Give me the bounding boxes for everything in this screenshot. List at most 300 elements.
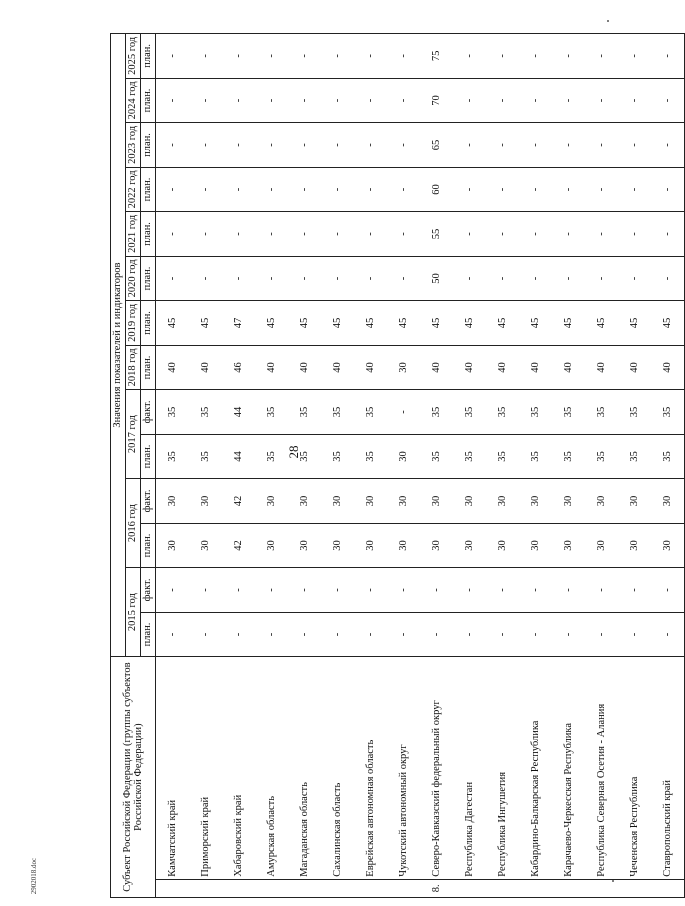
value-cell: - bbox=[255, 568, 288, 613]
value-cell: - bbox=[288, 568, 321, 613]
value-cell: 35 bbox=[486, 434, 519, 479]
plan-fact-header: факт. bbox=[141, 568, 156, 613]
year-header: 2019 год bbox=[126, 301, 141, 346]
value-cell: - bbox=[354, 256, 387, 301]
value-cell: - bbox=[651, 568, 685, 613]
value-cell: - bbox=[552, 612, 585, 657]
value-cell: - bbox=[288, 612, 321, 657]
value-cell: - bbox=[651, 34, 685, 79]
value-cell: 35 bbox=[651, 434, 685, 479]
footer-filename: 2902018.doc bbox=[30, 857, 38, 895]
value-cell: - bbox=[156, 612, 190, 657]
region-name: Приморский край bbox=[189, 657, 222, 880]
value-cell: - bbox=[156, 78, 190, 123]
value-cell: - bbox=[387, 568, 420, 613]
subject-header: Субъект Российской Федерации (группы субъектов Российской Федерации) bbox=[111, 657, 156, 898]
table-row bbox=[486, 34, 519, 898]
value-cell: 30 bbox=[156, 479, 190, 524]
values-title-header: Значения показателей и индикаторов bbox=[111, 34, 126, 657]
value-cell: 30 bbox=[321, 523, 354, 568]
value-cell: 40 bbox=[552, 345, 585, 390]
year-header: 2025 год bbox=[126, 34, 141, 79]
value-cell: 30 bbox=[519, 523, 552, 568]
value-cell: 44 bbox=[222, 434, 255, 479]
value-cell: 40 bbox=[288, 345, 321, 390]
value-cell: - bbox=[651, 212, 685, 257]
value-cell: - bbox=[651, 167, 685, 212]
table-row bbox=[618, 34, 651, 898]
value-cell: - bbox=[321, 167, 354, 212]
value-cell: - bbox=[519, 78, 552, 123]
region-name: Республика Северная Осетия - Алания bbox=[585, 657, 618, 880]
value-cell: - bbox=[387, 78, 420, 123]
value-cell: - bbox=[552, 78, 585, 123]
value-cell: - bbox=[288, 34, 321, 79]
value-cell: 30 bbox=[651, 523, 685, 568]
value-cell: 45 bbox=[585, 301, 618, 346]
value-cell: 40 bbox=[585, 345, 618, 390]
table-row bbox=[453, 34, 486, 898]
value-cell: - bbox=[354, 78, 387, 123]
value-cell: 44 bbox=[222, 390, 255, 435]
value-cell: - bbox=[486, 612, 519, 657]
value-cell: - bbox=[288, 256, 321, 301]
value-cell: - bbox=[321, 78, 354, 123]
value-cell: - bbox=[387, 612, 420, 657]
value-cell: - bbox=[321, 612, 354, 657]
value-cell: 30 bbox=[618, 479, 651, 524]
value-cell: - bbox=[585, 612, 618, 657]
value-cell: - bbox=[156, 123, 190, 168]
value-cell: 75 bbox=[420, 34, 453, 79]
region-name: Сахалинская область bbox=[321, 657, 354, 880]
value-cell: - bbox=[552, 34, 585, 79]
value-cell: 30 bbox=[453, 479, 486, 524]
value-cell: - bbox=[387, 390, 420, 435]
year-header: 2016 год bbox=[126, 479, 141, 568]
plan-fact-header: факт. bbox=[141, 479, 156, 524]
value-cell: - bbox=[222, 123, 255, 168]
value-cell: - bbox=[255, 612, 288, 657]
value-cell: - bbox=[288, 167, 321, 212]
value-cell: - bbox=[189, 568, 222, 613]
value-cell: - bbox=[387, 167, 420, 212]
table-header bbox=[111, 34, 156, 898]
value-cell: 55 bbox=[420, 212, 453, 257]
value-cell: - bbox=[222, 167, 255, 212]
value-cell: 40 bbox=[519, 345, 552, 390]
value-cell: - bbox=[288, 212, 321, 257]
value-cell: - bbox=[222, 568, 255, 613]
value-cell: - bbox=[486, 123, 519, 168]
value-cell: 30 bbox=[552, 479, 585, 524]
region-name: Кабардино-Балкарская Республика bbox=[519, 657, 552, 880]
value-cell: 35 bbox=[420, 434, 453, 479]
scan-speck bbox=[607, 20, 609, 22]
value-cell: - bbox=[255, 256, 288, 301]
value-cell: 40 bbox=[651, 345, 685, 390]
value-cell: - bbox=[288, 123, 321, 168]
value-cell: 30 bbox=[354, 479, 387, 524]
table-row bbox=[288, 34, 321, 898]
value-cell: 45 bbox=[519, 301, 552, 346]
region-name: Республика Ингушетия bbox=[486, 657, 519, 880]
table-row bbox=[552, 34, 585, 898]
value-cell: 30 bbox=[255, 523, 288, 568]
value-cell: - bbox=[189, 167, 222, 212]
value-cell: 40 bbox=[321, 345, 354, 390]
value-cell: 40 bbox=[420, 345, 453, 390]
value-cell: - bbox=[453, 256, 486, 301]
value-cell: - bbox=[354, 34, 387, 79]
table-row bbox=[651, 34, 685, 898]
year-header: 2015 год bbox=[126, 568, 141, 657]
value-cell: 45 bbox=[255, 301, 288, 346]
value-cell: - bbox=[585, 78, 618, 123]
value-cell: - bbox=[585, 568, 618, 613]
value-cell: - bbox=[156, 568, 190, 613]
value-cell: 30 bbox=[189, 479, 222, 524]
value-cell: 30 bbox=[585, 479, 618, 524]
value-cell: 30 bbox=[552, 523, 585, 568]
value-cell: - bbox=[189, 123, 222, 168]
value-cell: - bbox=[486, 167, 519, 212]
value-cell: 35 bbox=[552, 390, 585, 435]
plan-fact-header: план. bbox=[141, 212, 156, 257]
value-cell: - bbox=[354, 568, 387, 613]
value-cell: 30 bbox=[387, 434, 420, 479]
table-row bbox=[585, 34, 618, 898]
value-cell: 30 bbox=[486, 479, 519, 524]
region-name: Магаданская область bbox=[288, 657, 321, 880]
value-cell: 45 bbox=[618, 301, 651, 346]
row-number bbox=[618, 879, 651, 897]
value-cell: - bbox=[453, 568, 486, 613]
value-cell: - bbox=[453, 212, 486, 257]
value-cell: - bbox=[552, 167, 585, 212]
value-cell: - bbox=[486, 78, 519, 123]
value-cell: 45 bbox=[156, 301, 190, 346]
value-cell: 45 bbox=[321, 301, 354, 346]
region-name: Северо-Кавказский федеральный округ bbox=[420, 657, 453, 880]
plan-fact-header: план. bbox=[141, 301, 156, 346]
value-cell: 30 bbox=[189, 523, 222, 568]
value-cell: - bbox=[354, 167, 387, 212]
value-cell: 45 bbox=[189, 301, 222, 346]
row-number bbox=[354, 879, 387, 897]
plan-fact-header: план. bbox=[141, 123, 156, 168]
value-cell: 30 bbox=[255, 479, 288, 524]
value-cell: 47 bbox=[222, 301, 255, 346]
value-cell: - bbox=[189, 34, 222, 79]
value-cell: - bbox=[321, 212, 354, 257]
rotated-table-container bbox=[110, 33, 673, 898]
row-number bbox=[321, 879, 354, 897]
value-cell: 70 bbox=[420, 78, 453, 123]
value-cell: 40 bbox=[156, 345, 190, 390]
value-cell: 30 bbox=[387, 479, 420, 524]
value-cell: - bbox=[585, 123, 618, 168]
row-number bbox=[387, 879, 420, 897]
value-cell: - bbox=[585, 256, 618, 301]
value-cell: 45 bbox=[453, 301, 486, 346]
value-cell: - bbox=[255, 167, 288, 212]
region-name: Чукотский автономный округ bbox=[387, 657, 420, 880]
value-cell: - bbox=[156, 256, 190, 301]
value-cell: - bbox=[189, 256, 222, 301]
value-cell: 30 bbox=[618, 523, 651, 568]
page-number: 28 bbox=[286, 445, 301, 459]
value-cell: - bbox=[354, 123, 387, 168]
value-cell: - bbox=[321, 123, 354, 168]
value-cell: 30 bbox=[156, 523, 190, 568]
plan-fact-header: план. bbox=[141, 78, 156, 123]
region-name: Хабаровский край bbox=[222, 657, 255, 880]
value-cell: - bbox=[222, 78, 255, 123]
value-cell: - bbox=[321, 568, 354, 613]
value-cell: 35 bbox=[354, 434, 387, 479]
value-cell: - bbox=[618, 568, 651, 613]
value-cell: - bbox=[585, 212, 618, 257]
value-cell: 30 bbox=[387, 345, 420, 390]
region-name: Амурская область bbox=[255, 657, 288, 880]
value-cell: 30 bbox=[354, 523, 387, 568]
value-cell: - bbox=[519, 34, 552, 79]
value-cell: 35 bbox=[618, 390, 651, 435]
value-cell: 40 bbox=[189, 345, 222, 390]
value-cell: - bbox=[618, 256, 651, 301]
plan-fact-header: план. bbox=[141, 612, 156, 657]
value-cell: - bbox=[486, 212, 519, 257]
value-cell: 30 bbox=[288, 479, 321, 524]
value-cell: 60 bbox=[420, 167, 453, 212]
value-cell: - bbox=[519, 123, 552, 168]
table-row bbox=[354, 34, 387, 898]
table-row bbox=[189, 34, 222, 898]
value-cell: - bbox=[651, 123, 685, 168]
row-number bbox=[651, 879, 685, 897]
row-number: 8. bbox=[420, 879, 453, 897]
plan-fact-header: факт. bbox=[141, 390, 156, 435]
value-cell: 30 bbox=[585, 523, 618, 568]
row-number bbox=[156, 879, 190, 897]
value-cell: - bbox=[387, 34, 420, 79]
value-cell: - bbox=[618, 78, 651, 123]
plan-fact-header: план. bbox=[141, 434, 156, 479]
value-cell: 35 bbox=[651, 390, 685, 435]
value-cell: 35 bbox=[156, 434, 190, 479]
row-number bbox=[288, 879, 321, 897]
value-cell: - bbox=[453, 167, 486, 212]
value-cell: 46 bbox=[222, 345, 255, 390]
table-row bbox=[255, 34, 288, 898]
value-cell: 35 bbox=[156, 390, 190, 435]
row-number bbox=[189, 879, 222, 897]
value-cell: - bbox=[453, 612, 486, 657]
value-cell: - bbox=[387, 256, 420, 301]
plan-fact-header: план. bbox=[141, 256, 156, 301]
value-cell: 30 bbox=[651, 479, 685, 524]
value-cell: 30 bbox=[453, 523, 486, 568]
value-cell: - bbox=[288, 78, 321, 123]
value-cell: 30 bbox=[288, 523, 321, 568]
value-cell: - bbox=[321, 256, 354, 301]
value-cell: 30 bbox=[321, 479, 354, 524]
value-cell: 35 bbox=[486, 390, 519, 435]
indicator-table bbox=[110, 33, 685, 898]
value-cell: - bbox=[519, 612, 552, 657]
value-cell: - bbox=[651, 612, 685, 657]
value-cell: - bbox=[222, 34, 255, 79]
value-cell: 35 bbox=[255, 390, 288, 435]
value-cell: 35 bbox=[585, 434, 618, 479]
value-cell: - bbox=[486, 34, 519, 79]
value-cell: - bbox=[585, 34, 618, 79]
value-cell: - bbox=[453, 78, 486, 123]
value-cell: 35 bbox=[288, 434, 321, 479]
value-cell: 35 bbox=[288, 390, 321, 435]
table-body bbox=[156, 34, 685, 898]
row-number bbox=[519, 879, 552, 897]
year-header: 2022 год bbox=[126, 167, 141, 212]
value-cell: 45 bbox=[651, 301, 685, 346]
table-row bbox=[321, 34, 354, 898]
value-cell: - bbox=[222, 256, 255, 301]
row-number bbox=[486, 879, 519, 897]
value-cell: 40 bbox=[354, 345, 387, 390]
scan-speck bbox=[612, 880, 614, 882]
value-cell: 35 bbox=[189, 434, 222, 479]
value-cell: - bbox=[519, 212, 552, 257]
region-name: Чеченская Республика bbox=[618, 657, 651, 880]
value-cell: 35 bbox=[552, 434, 585, 479]
value-cell: - bbox=[486, 568, 519, 613]
value-cell: 45 bbox=[420, 301, 453, 346]
value-cell: - bbox=[222, 212, 255, 257]
value-cell: - bbox=[222, 612, 255, 657]
value-cell: - bbox=[519, 568, 552, 613]
table-row bbox=[519, 34, 552, 898]
row-number bbox=[255, 879, 288, 897]
value-cell: - bbox=[552, 212, 585, 257]
value-cell: - bbox=[585, 167, 618, 212]
plan-fact-header: план. bbox=[141, 167, 156, 212]
value-cell: - bbox=[156, 167, 190, 212]
value-cell: - bbox=[255, 123, 288, 168]
value-cell: - bbox=[618, 34, 651, 79]
value-cell: - bbox=[420, 568, 453, 613]
value-cell: 35 bbox=[585, 390, 618, 435]
value-cell: - bbox=[453, 34, 486, 79]
table-row bbox=[420, 34, 453, 898]
value-cell: 40 bbox=[255, 345, 288, 390]
value-cell: 42 bbox=[222, 479, 255, 524]
value-cell: - bbox=[519, 167, 552, 212]
value-cell: - bbox=[156, 212, 190, 257]
value-cell: 40 bbox=[618, 345, 651, 390]
value-cell: - bbox=[255, 78, 288, 123]
value-cell: 45 bbox=[288, 301, 321, 346]
plan-fact-header: план. bbox=[141, 523, 156, 568]
value-cell: 35 bbox=[189, 390, 222, 435]
value-cell: - bbox=[618, 123, 651, 168]
value-cell: - bbox=[651, 78, 685, 123]
value-cell: 35 bbox=[519, 434, 552, 479]
value-cell: 30 bbox=[519, 479, 552, 524]
value-cell: - bbox=[552, 256, 585, 301]
year-header: 2018 год bbox=[126, 345, 141, 390]
value-cell: 50 bbox=[420, 256, 453, 301]
value-cell: - bbox=[189, 612, 222, 657]
value-cell: 45 bbox=[486, 301, 519, 346]
value-cell: 45 bbox=[354, 301, 387, 346]
table-row bbox=[222, 34, 255, 898]
value-cell: 35 bbox=[453, 434, 486, 479]
value-cell: 30 bbox=[387, 523, 420, 568]
value-cell: - bbox=[651, 256, 685, 301]
value-cell: - bbox=[387, 212, 420, 257]
value-cell: - bbox=[552, 568, 585, 613]
value-cell: - bbox=[189, 78, 222, 123]
value-cell: - bbox=[255, 34, 288, 79]
value-cell: - bbox=[618, 612, 651, 657]
value-cell: 35 bbox=[321, 390, 354, 435]
year-header: 2023 год bbox=[126, 123, 141, 168]
value-cell: - bbox=[519, 256, 552, 301]
value-cell: 30 bbox=[420, 479, 453, 524]
value-cell: - bbox=[486, 256, 519, 301]
region-name: Камчатский край bbox=[156, 657, 190, 880]
plan-fact-header: план. bbox=[141, 34, 156, 79]
row-number bbox=[222, 879, 255, 897]
region-name: Еврейская автономная область bbox=[354, 657, 387, 880]
value-cell: - bbox=[255, 212, 288, 257]
value-cell: 30 bbox=[420, 523, 453, 568]
region-name: Ставропольский край bbox=[651, 657, 685, 880]
value-cell: 35 bbox=[420, 390, 453, 435]
value-cell: 40 bbox=[486, 345, 519, 390]
year-header: 2021 год bbox=[126, 212, 141, 257]
row-number bbox=[552, 879, 585, 897]
value-cell: 35 bbox=[618, 434, 651, 479]
year-header: 2024 год bbox=[126, 78, 141, 123]
region-name: Республика Дагестан bbox=[453, 657, 486, 880]
value-cell: 35 bbox=[354, 390, 387, 435]
value-cell: - bbox=[453, 123, 486, 168]
value-cell: 35 bbox=[321, 434, 354, 479]
value-cell: 40 bbox=[453, 345, 486, 390]
value-cell: 35 bbox=[519, 390, 552, 435]
value-cell: 30 bbox=[486, 523, 519, 568]
value-cell: - bbox=[618, 167, 651, 212]
value-cell: - bbox=[618, 212, 651, 257]
value-cell: - bbox=[189, 212, 222, 257]
table-row bbox=[387, 34, 420, 898]
value-cell: 45 bbox=[552, 301, 585, 346]
value-cell: - bbox=[420, 612, 453, 657]
table-row bbox=[156, 34, 190, 898]
value-cell: 65 bbox=[420, 123, 453, 168]
value-cell: 42 bbox=[222, 523, 255, 568]
year-header: 2017 год bbox=[126, 390, 141, 479]
value-cell: 45 bbox=[387, 301, 420, 346]
plan-fact-header: план. bbox=[141, 345, 156, 390]
value-cell: 35 bbox=[255, 434, 288, 479]
row-number bbox=[453, 879, 486, 897]
value-cell: - bbox=[552, 123, 585, 168]
year-header: 2020 год bbox=[126, 256, 141, 301]
value-cell: - bbox=[354, 212, 387, 257]
